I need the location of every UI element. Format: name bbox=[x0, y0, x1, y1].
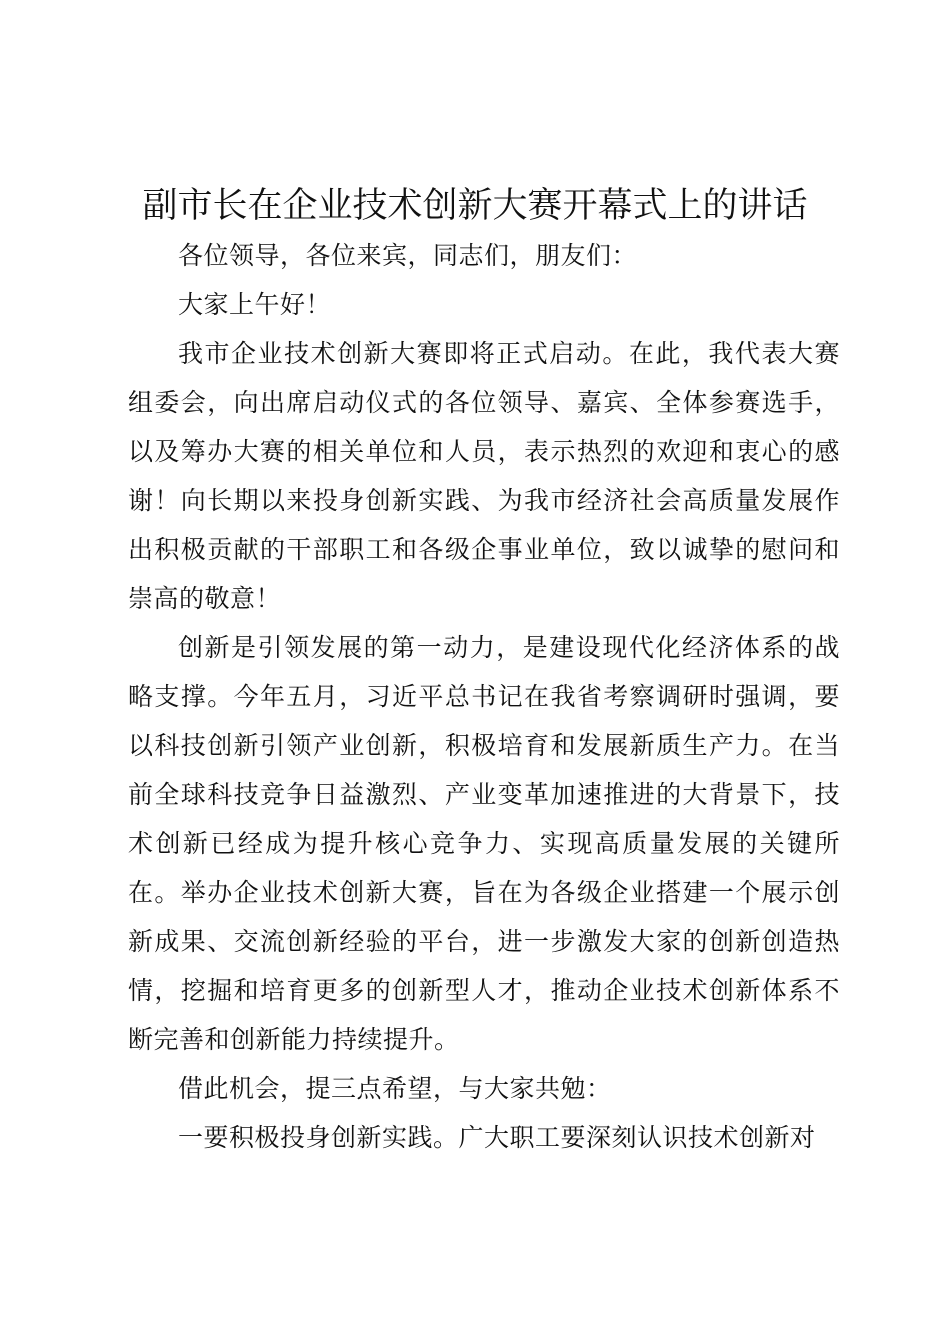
greeting-paragraph: 各位领导，各位来宾，同志们，朋友们： bbox=[178, 241, 638, 270]
salutation-paragraph: 大家上午好！ bbox=[178, 290, 332, 319]
document-body bbox=[128, 231, 840, 1162]
hopes-intro-paragraph: 借此机会，提三点希望，与大家共勉： bbox=[178, 1074, 612, 1103]
document-title: 副市长在企业技术创新大赛开幕式上的讲话 bbox=[142, 186, 808, 226]
welcome-paragraph: 我市企业技术创新大赛即将正式启动。在此，我代表大赛组委会，向出席启动仪式的各位领导、嘉宾、全体参赛选手，以及筹办大赛的相关单位和人员，表示热烈的欢迎和衷心的感谢！向长期以来投身创新实践、为我市经济社会高质量发展作出积极贡献的干部职工和各级企事业单位，致以诚挚的慰问和崇高的敬意！ bbox=[128, 339, 840, 613]
first-hope-paragraph: 一要积极投身创新实践。广大职工要深刻认识技术创新对 bbox=[178, 1123, 816, 1152]
innovation-paragraph: 创新是引领发展的第一动力，是建设现代化经济体系的战略支撑。今年五月，习近平总书记在我省考察调研时强调，要以科技创新引领产业创新，积极培育和发展新质生产力。在当前全球科技竞争日益激烈、产业变革加速推进的大背景下，技术创新已经成为提升核心竞争力、实现高质量发展的关键所在。举办企业技术创新大赛，旨在为各级企业搭建一个展示创新成果、交流创新经验的平台，进一步激发大家的创新创造热情，挖掘和培育更多的创新型人才，推动企业技术创新体系不断完善和创新能力持续提升。 bbox=[128, 633, 840, 1054]
